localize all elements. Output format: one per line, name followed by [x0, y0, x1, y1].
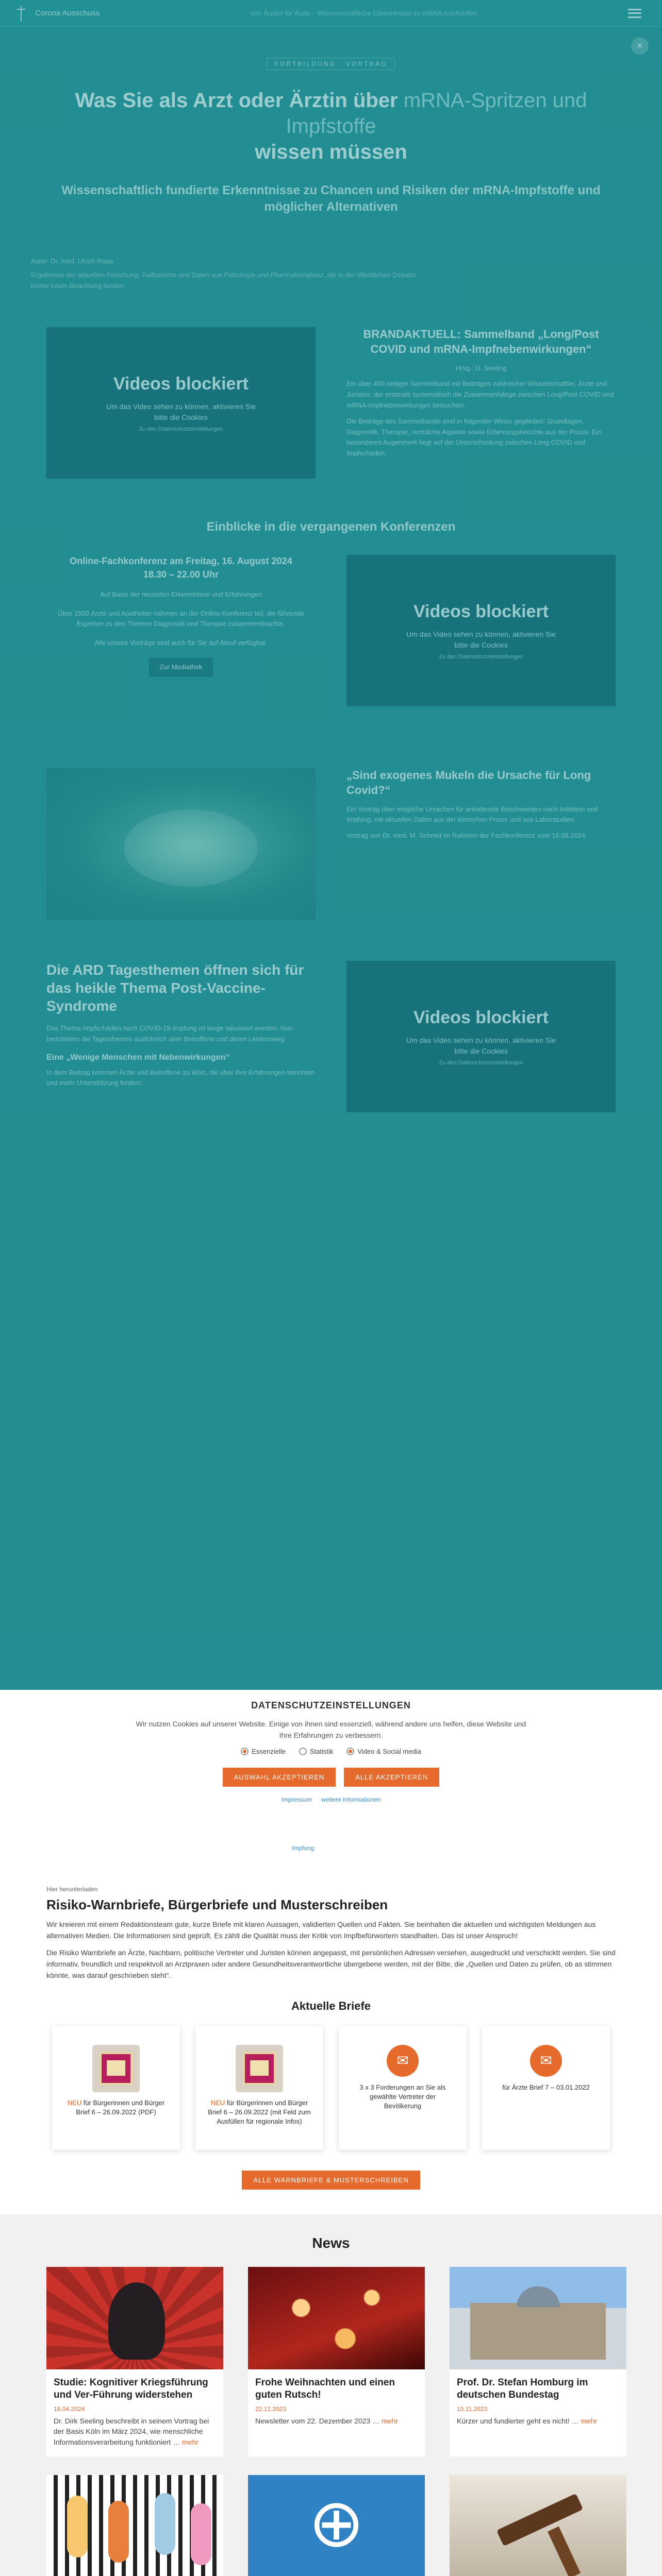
conference-event: Online-Fachkonferenz am Freitag, 16. August 2024 [70, 556, 292, 567]
risk-lead: Hier herunterladen [46, 1886, 98, 1893]
radio-unchecked-icon [299, 1748, 307, 1755]
virus-image [46, 768, 316, 920]
hero-author: Autor: Dr. med. Ulrich Rapp [31, 257, 113, 265]
conference-text [46, 555, 316, 706]
myokard-text [346, 768, 616, 920]
news-item-excerpt: Kürzer und fundierter geht es nicht! … mehr [457, 2416, 598, 2425]
myokard-row [0, 768, 662, 920]
impressum-link[interactable]: Impressum [281, 1795, 312, 1803]
news-image [450, 2475, 626, 2576]
brand-text [346, 327, 616, 479]
news-item-excerpt: Newsletter vom 22. Dezember 2023 … mehr [255, 2416, 399, 2425]
more-info-link[interactable]: weitere Informationen [321, 1795, 381, 1803]
news-item-date: 22.12.2023 [255, 2405, 287, 2413]
consent-option-essential[interactable]: Essenzielle [241, 1748, 286, 1755]
conference-note: Alle unsere Vorträge sind auch für Sie auf Abruf verfügbar. [94, 639, 268, 647]
news-item[interactable] [450, 2475, 626, 2576]
close-icon[interactable]: × [631, 37, 649, 55]
ard-row [0, 961, 662, 1112]
ard-text [46, 961, 316, 1112]
envelope-icon: ✉ [530, 2045, 562, 2077]
risk-letters-section [0, 1865, 662, 2190]
radio-checked-icon [241, 1748, 249, 1755]
read-more-link[interactable]: mehr [182, 2437, 198, 2446]
consent-option-video[interactable]: Video & Social media [346, 1748, 421, 1755]
letter-card[interactable]: NEU für Bürgerinnen und Bürger Brief 6 – 26.09.2022 (mit Feld zum Ausfüllen für regionale Infos) [195, 2026, 323, 2150]
letter-card[interactable]: ✉ für Ärzte Brief 7 – 03.01.2022 [482, 2026, 610, 2150]
myokard-title: „Sind exogenes Mukeln die Ursache für Long Covid?“ [346, 769, 591, 796]
logo-cross-icon [21, 6, 31, 21]
consent-text: Wir nutzen Cookies auf unserer Website. Einige von ihnen sind essenziell, während andere uns helfen, diese Website und Ihre Erfahrungen zu verbessern. [136, 1720, 526, 1740]
hero-title: Was Sie als Arzt oder Ärztin über mRNA-Spritzen und Impfstoffe wissen müssen [75, 89, 587, 163]
letter-cover-icon [236, 2045, 283, 2092]
consent-buttons [0, 1768, 662, 1787]
conference-time: 18.30 – 22.00 Uhr [143, 569, 219, 580]
news-item[interactable] [248, 2475, 425, 2576]
news-item-date: 18.04.2024 [54, 2405, 85, 2413]
risk-paragraph-2: Die Risiko Warnbriefe an Ärzte, Nachbarn, politische Vertreter und Juristen können angepasst, mit persönlichen Adressen versehen, ausgedruckt und verschicktt werden. Sie sind informativ, freundlich und respektvoll an Arztpraxen oder andere Gesundheitsverantwortliche übergebene werden, mit der Bitte, die „Quellen und Daten zu prüfen, ob as stimmen könnte, was darauf geschrieben steht“. [46, 1948, 616, 1979]
envelope-icon: ✉ [387, 2045, 419, 2077]
hero-intro: Ergebnisse der aktuellen Forschung, Fallberichte und Daten aus Pathologie und Pharmakovigilanz, die in der öffentlichen Debatte bisher kaum Beachtung fanden. [31, 270, 416, 290]
consent-options [0, 1748, 662, 1755]
brand-row [0, 327, 662, 479]
brand-paragraph-2: Die Beiträge des Sammelbands sind in folgender Weise gegliedert: Grundlagen, Diagnostik, Therapie, rechtliche Aspekte sowie Erfahrungsberichte aus der Praxis. Ein besonderes Augenmerk liegt auf der Unterscheidung zwischen Long COVID und Impfschäden. [346, 417, 602, 457]
conference-topic: Auf Basis der neuesten Erkenntnisse und Erfahrungen [100, 590, 262, 598]
news-item[interactable] [46, 2267, 223, 2456]
brand-paragraph-1: Ein über 400-seitiger Sammelband mit Beiträgen zahlreicher Wissenschaftler, Ärzte und Juristen, der erstmals systematisch die Zusammenhänge zwischen Long/Post COVID und mRNA-Impfnebenwirkungen beleuchtet. [346, 380, 614, 409]
consent-option-statistics[interactable]: Statistik [299, 1748, 334, 1755]
current-letters-title: Aktuelle Briefe [291, 1999, 371, 2013]
consent-links [0, 1796, 662, 1803]
news-item-title[interactable]: Frohe Weihnachten und einen guten Rutsch! [255, 2377, 395, 2401]
video-blocked-box[interactable]: Videos blockiert Um das Video sehen zu können, aktivieren Sie bitte die Cookies Zu den Datenschutzeinstellungen [46, 327, 316, 479]
news-title: News [312, 2235, 350, 2251]
news-image [450, 2267, 626, 2369]
site-header [0, 0, 662, 27]
brand-title: BRANDAKTUELL: Sammelband „Long/Post COVID und mRNA-Impfnebenwirkungen“ [363, 328, 599, 355]
news-grid [46, 2267, 616, 2576]
hero-section [0, 27, 662, 312]
ard-paragraph-2: In dem Beitrag kommen Ärzte und Betroffene zu Wort, die über ihre Erfahrungen berichten und mehr Unterstützung fordern. [46, 1068, 315, 1087]
read-more-link[interactable]: mehr [581, 2416, 598, 2425]
ard-title: Die ARD Tagesthemen öffnen sich für das heikle Thema Post-Vaccine-Syndrome [46, 962, 304, 1014]
news-item-title[interactable]: Studie: Kognitiver Kriegsführung und Ver-Führung widerstehen [54, 2377, 208, 2401]
all-letters-button[interactable]: ALLE WARNBRIEFE & MUSTERSCHREIBEN [242, 2171, 420, 2190]
hero-subtitle: Wissenschaftlich fundierte Erkenntnisse zu Chancen und Risiken der mRNA-Impfstoffe und möglicher Alternativen [61, 183, 601, 214]
menu-burger-icon[interactable] [628, 9, 641, 18]
news-item-excerpt: Dr. Dirk Seeling beschreibt in seinem Vortrag bei der Basis Köln im März 2024, wie menschliche Informationsverarbeitung funktioniert … mehr [54, 2416, 209, 2446]
letter-card[interactable]: NEU für Bürgerinnen und Bürger Brief 6 – 26.09.2022 (PDF) [52, 2026, 180, 2150]
read-more-link[interactable]: mehr [382, 2416, 399, 2425]
news-image [46, 2475, 223, 2576]
conference-desc: Über 1500 Ärzte und Apotheker nahmen an der Online-Konferenz teil, die führende Experten zu den Themen Diagnostik und Therapie zusammenbrachte. [58, 609, 304, 628]
video-blocked-box[interactable]: Videos blockiert Um das Video sehen zu können, aktivieren Sie bitte die Cookies Zu den Datenschutzeinstellungen [346, 555, 616, 706]
conferences-title: Einblicke in die vergangenen Konferenzen [206, 520, 456, 534]
conference-row [0, 555, 662, 706]
brand-editor: Hrsg.: D. Seeling [455, 364, 507, 372]
partial-text: Impfung [292, 1844, 315, 1852]
site-logo[interactable]: Corona Ausschuss [21, 6, 100, 21]
letter-cards [46, 2026, 616, 2150]
video-blocked-box[interactable]: Videos blockiert Um das Video sehen zu können, aktivieren Sie bitte die Cookies Zu den Datenschutzeinstellungen [346, 961, 616, 1112]
news-section [0, 2214, 662, 2576]
myokard-paragraph-1: Ein Vortrag über mögliche Ursachen für anhaltende Beschwerden nach Infektion und Impfung, mit aktuellen Daten aus der klinischen Praxis und aus Laborstudien. [346, 805, 598, 824]
news-item[interactable] [46, 2475, 223, 2576]
hero-badge: FORTBILDUNG · VORTRAG [267, 58, 395, 70]
news-item[interactable] [248, 2267, 425, 2456]
letter-cover-icon [92, 2045, 140, 2092]
ard-paragraph-1: Das Thema Impfschäden nach COVID-19-Impfung ist lange tabuisiert worden. Nun berichteten die Tagesthemen ausführlich über Betroffene und deren Leidensweg. [46, 1024, 293, 1043]
news-item-date: 10.11.2023 [457, 2405, 488, 2413]
ard-subheading: Eine „Wenige Menschen mit Nebenwirkungen“ [46, 1053, 230, 1062]
letter-card[interactable]: ✉ 3 x 3 Forderungen an Sie als gewählte Vertreter der Bevölkerung [339, 2026, 467, 2150]
risk-title: Risiko-Warnbriefe, Bürgerbriefe und Musterschreiben [46, 1897, 388, 1912]
news-image [248, 2267, 425, 2369]
myokard-paragraph-2: Vortrag von Dr. med. M. Schmid im Rahmen der Fachkonferenz vom 16.08.2024. [346, 832, 587, 840]
accept-all-button[interactable]: ALLE AKZEPTIEREN [344, 1768, 439, 1787]
news-image [46, 2267, 223, 2369]
consent-title: DATENSCHUTZEINSTELLUNGEN [251, 1700, 411, 1710]
mediathek-button[interactable]: Zur Mediathek [149, 658, 212, 677]
news-item[interactable] [450, 2267, 626, 2456]
risk-paragraph-1: Wir kreieren mit einem Redaktionsteam gute, kurze Briefe mit klaren Aussagen, validierten Quellen und Fakten. Sie beinhalten die aktuellen und wichtigsten Meldungen aus alternativen Medien. Die Informationen sind geprüft. Es zählt die Qualität muss der Kritik von Impfbefürwortern standhalten. Das ist unser Anspruch! [46, 1920, 596, 1940]
cookie-consent-dialog [0, 1690, 662, 1865]
radio-checked-icon [346, 1748, 354, 1755]
news-image [248, 2475, 425, 2576]
accept-selection-button[interactable]: AUSWAHL AKZEPTIEREN [223, 1768, 336, 1787]
news-item-title[interactable]: Prof. Dr. Stefan Homburg im deutschen Bundestag [457, 2377, 588, 2401]
header-promo-text: Von Ärzten für Ärzte – Wissenschaftliche Erkenntnisse zu mRNA-Impfstoffen [250, 9, 478, 17]
